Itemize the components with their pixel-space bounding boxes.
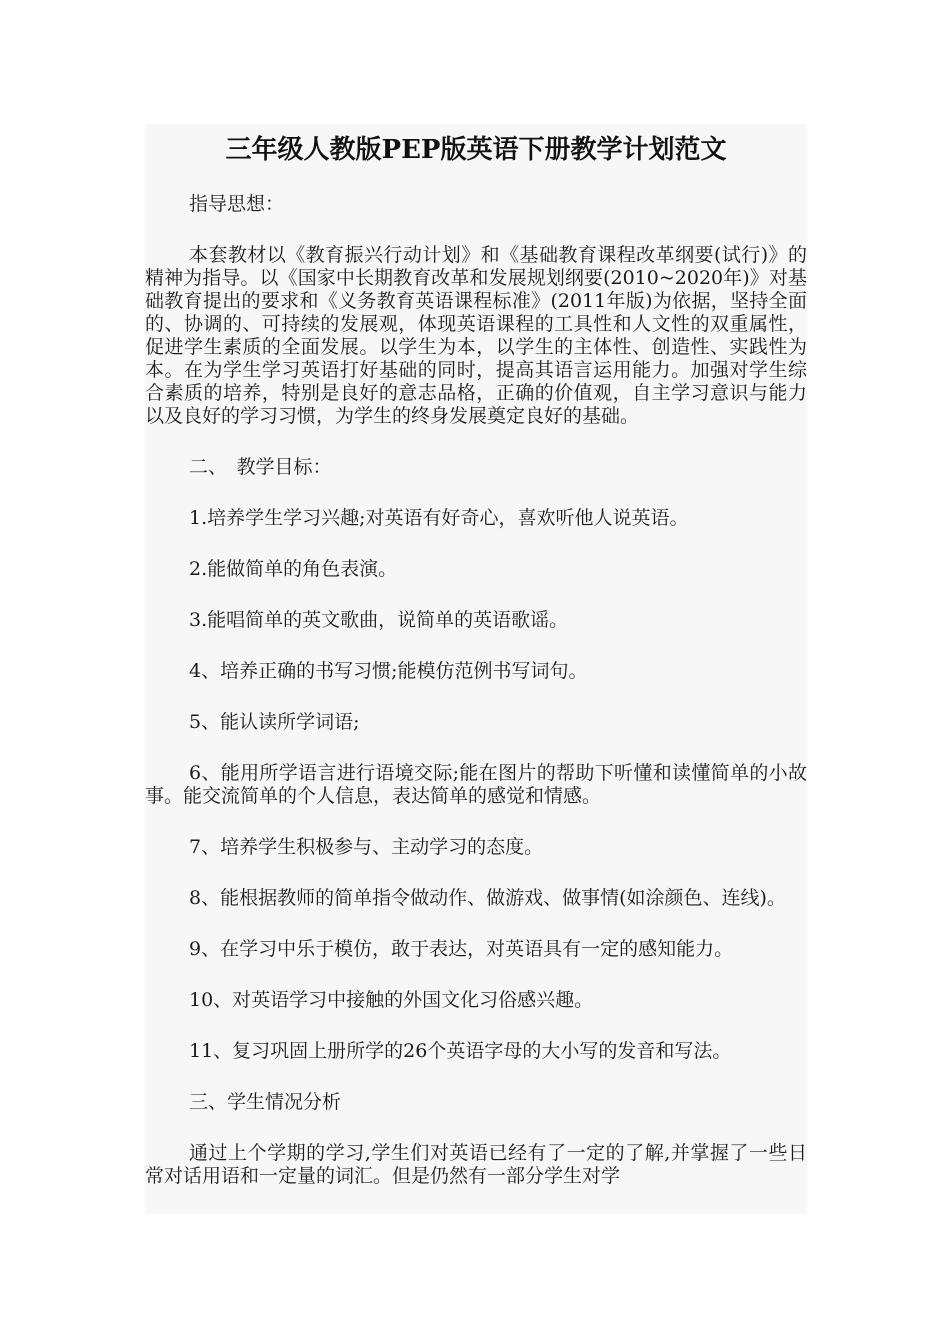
paragraph-objective-11: 11、复习巩固上册所学的26个英语字母的大小写的发音和写法。 <box>189 1040 732 1062</box>
paragraph-student-analysis: 通过上个学期的学习,学生们对英语已经有了一定的了解,并掌握了一些日常对话用语和一定量的词汇。但是仍然有一部分学生对学 <box>145 1142 807 1187</box>
paragraph-objectives-heading: 二、 教学目标： <box>189 456 332 478</box>
paragraph-objective-10: 10、对英语学习中接触的外国文化习俗感兴趣。 <box>189 989 594 1011</box>
paragraph-objective-3: 3.能唱简单的英文歌曲，说简单的英语歌谣。 <box>189 609 569 631</box>
paragraph-objective-7: 7、培养学生积极参与、主动学习的态度。 <box>189 836 544 858</box>
paragraph-objective-4: 4、培养正确的书写习惯;能模仿范例书写词句。 <box>189 660 588 682</box>
paragraph-objective-1: 1.培养学生学习兴趣;对英语有好奇心，喜欢听他人说英语。 <box>189 507 689 529</box>
paragraph-analysis-heading: 三、学生情况分析 <box>189 1091 342 1113</box>
paragraph-guiding-heading: 指导思想： <box>189 193 285 215</box>
document-title: 三年级人教版PEP版英语下册教学计划范文 <box>225 135 727 165</box>
paragraph-objective-6: 6、能用所学语言进行语境交际;能在图片的帮助下听懂和读懂简单的小故事。能交流简单的个人信息，表达简单的感觉和情感。 <box>145 762 807 807</box>
paragraph-objective-2: 2.能做简单的角色表演。 <box>189 558 398 580</box>
paragraph-guiding-thought: 本套教材以《教育振兴行动计划》和《基础教育课程改革纲要(试行)》的精神为指导。以《国家中长期教育改革和发展规划纲要(2010~2020年)》对基础教育提出的要求和《义务教育英语课程标准》(2011年版)为依据，坚持全面的、协调的、可持续的发展观，体现英语课程的工具性和人文性的双重属性，促进学生素质的全面发展。以学生为本，以学生的主体性、创造性、实践性为本。在为学生学习英语打好基础的同时，提高其语言运用能力。加强对学生综合素质的培养，特别是良好的意志品格，正确的价值观，自主学习意识与能力以及良好的学习习惯，为学生的终身发展奠定良好的基础。 <box>145 244 807 427</box>
paragraph-objective-8: 8、能根据教师的简单指令做动作、做游戏、做事情(如涂颜色、连线)。 <box>189 887 786 909</box>
paragraph-objective-9: 9、在学习中乐于模仿，敢于表达，对英语具有一定的感知能力。 <box>189 938 734 960</box>
document-body <box>145 124 807 1214</box>
paragraph-objective-5: 5、能认读所学词语; <box>189 711 360 733</box>
